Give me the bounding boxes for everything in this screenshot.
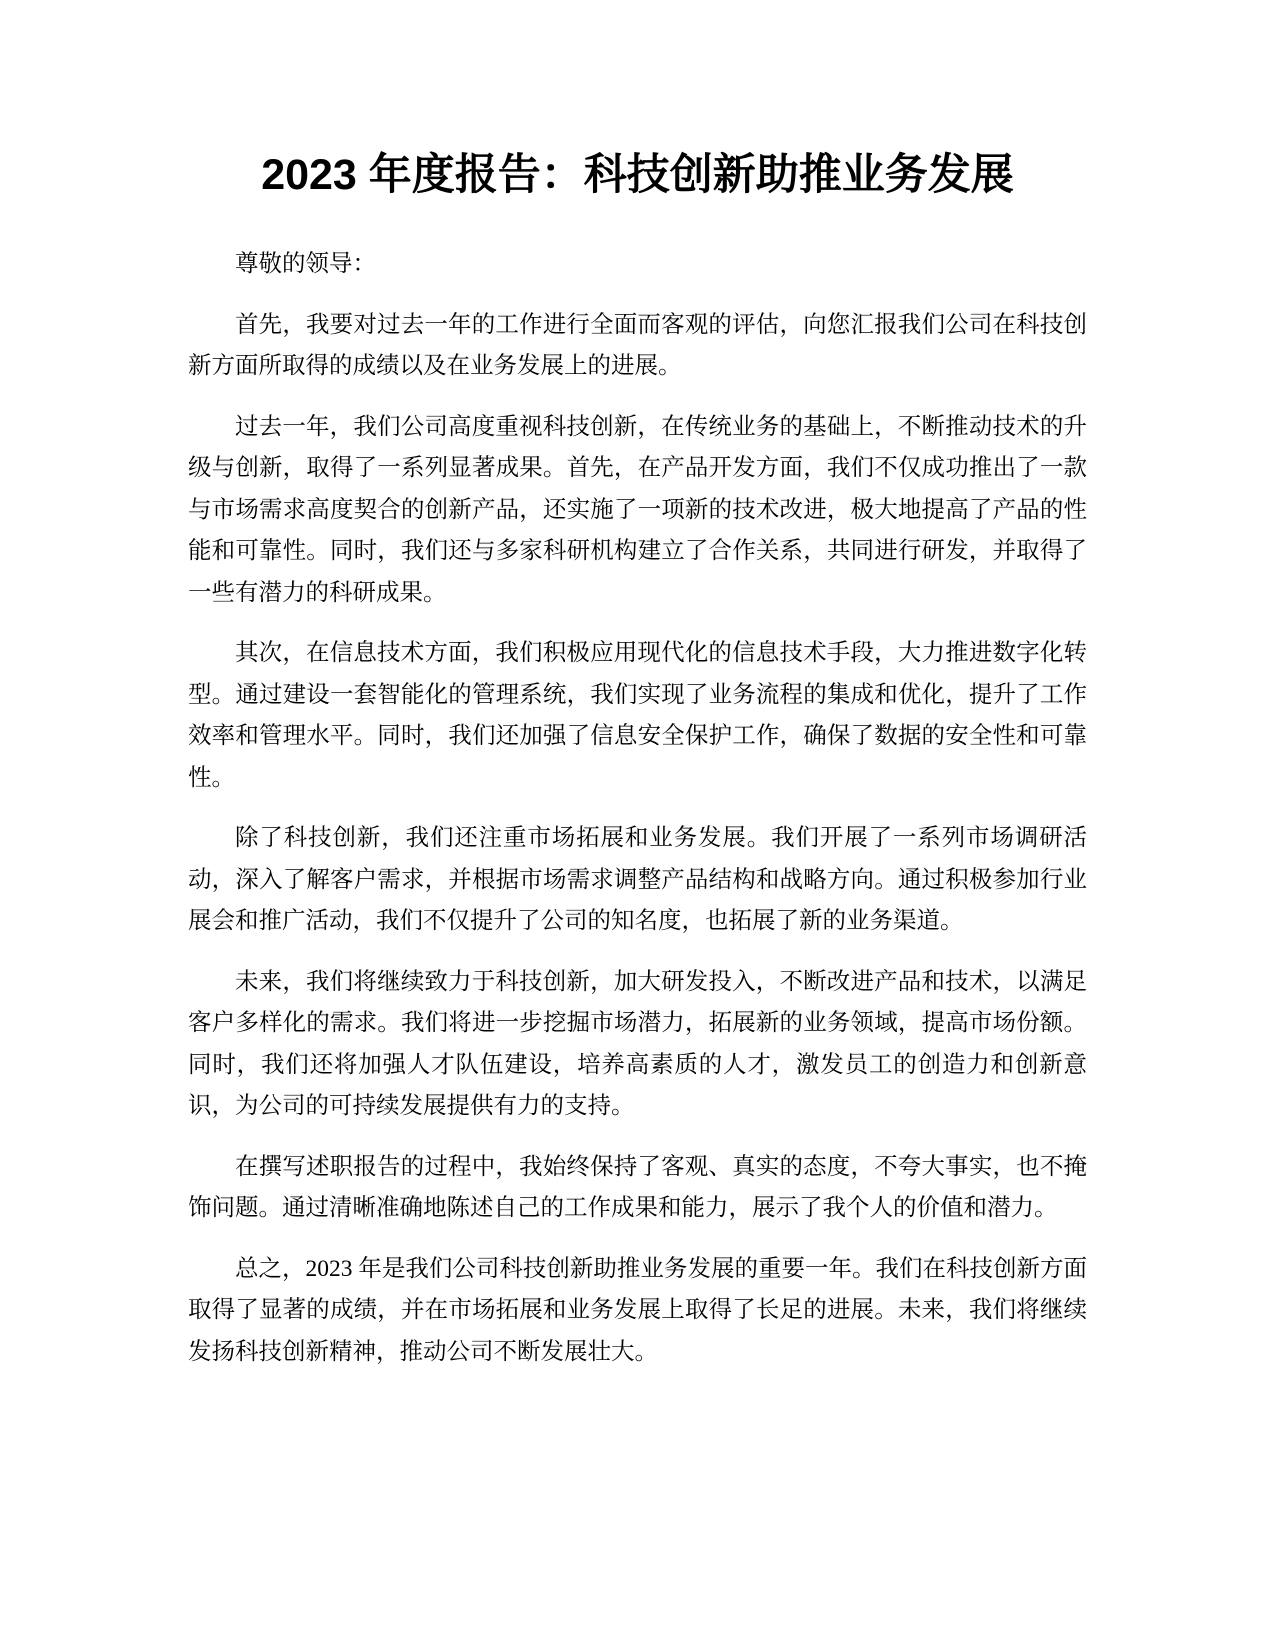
- salutation: 尊敬的领导：: [235, 251, 376, 277]
- paragraph-conclusion: 总之，2023 年是我们公司科技创新助推业务发展的重要一年。我们在科技创新方面取得了显著的成绩，并在市场拓展和业务发展上取得了长足的进展。未来，我们将继续发扬科技创新精神，推动公司不断发展壮大。: [188, 1255, 1087, 1365]
- paragraph-tech-innovation: 过去一年，我们公司高度重视科技创新，在传统业务的基础上，不断推动技术的升级与创新，取得了一系列显著成果。首先，在产品开发方面，我们不仅成功推出了一款与市场需求高度契合的创新产品，还实施了一项新的技术改进，极大地提高了产品的性能和可靠性。同时，我们还与多家科研机构建立了合作关系，共同进行研发，并取得了一些有潜力的科研成果。: [188, 413, 1087, 606]
- paragraph-report-attitude: 在撰写述职报告的过程中，我始终保持了客观、真实的态度，不夸大事实，也不掩饰问题。通过清晰准确地陈述自己的工作成果和能力，展示了我个人的价值和潜力。: [188, 1153, 1087, 1221]
- document-body: [188, 244, 1087, 1392]
- document-title: 2023 年度报告：科技创新助推业务发展: [261, 151, 1014, 199]
- paragraph-information-technology: 其次，在信息技术方面，我们积极应用现代化的信息技术手段，大力推进数字化转型。通过建设一套智能化的管理系统，我们实现了业务流程的集成和优化，提升了工作效率和管理水平。同时，我们还加强了信息安全保护工作，确保了数据的安全性和可靠性。: [188, 640, 1087, 791]
- paragraph-intro: 首先，我要对过去一年的工作进行全面而客观的评估，向您汇报我们公司在科技创新方面所取得的成绩以及在业务发展上的进展。: [188, 311, 1087, 379]
- paragraph-market-expansion: 除了科技创新，我们还注重市场拓展和业务发展。我们开展了一系列市场调研活动，深入了解客户需求，并根据市场需求调整产品结构和战略方向。通过积极参加行业展会和推广活动，我们不仅提升了公司的知名度，也拓展了新的业务渠道。: [188, 825, 1087, 934]
- paragraph-future-plans: 未来，我们将继续致力于科技创新，加大研发投入，不断改进产品和技术，以满足客户多样化的需求。我们将进一步挖掘市场潜力，拓展新的业务领域，提高市场份额。同时，我们还将加强人才队伍建设，培养高素质的人才，激发员工的创造力和创新意识，为公司的可持续发展提供有力的支持。: [188, 968, 1087, 1119]
